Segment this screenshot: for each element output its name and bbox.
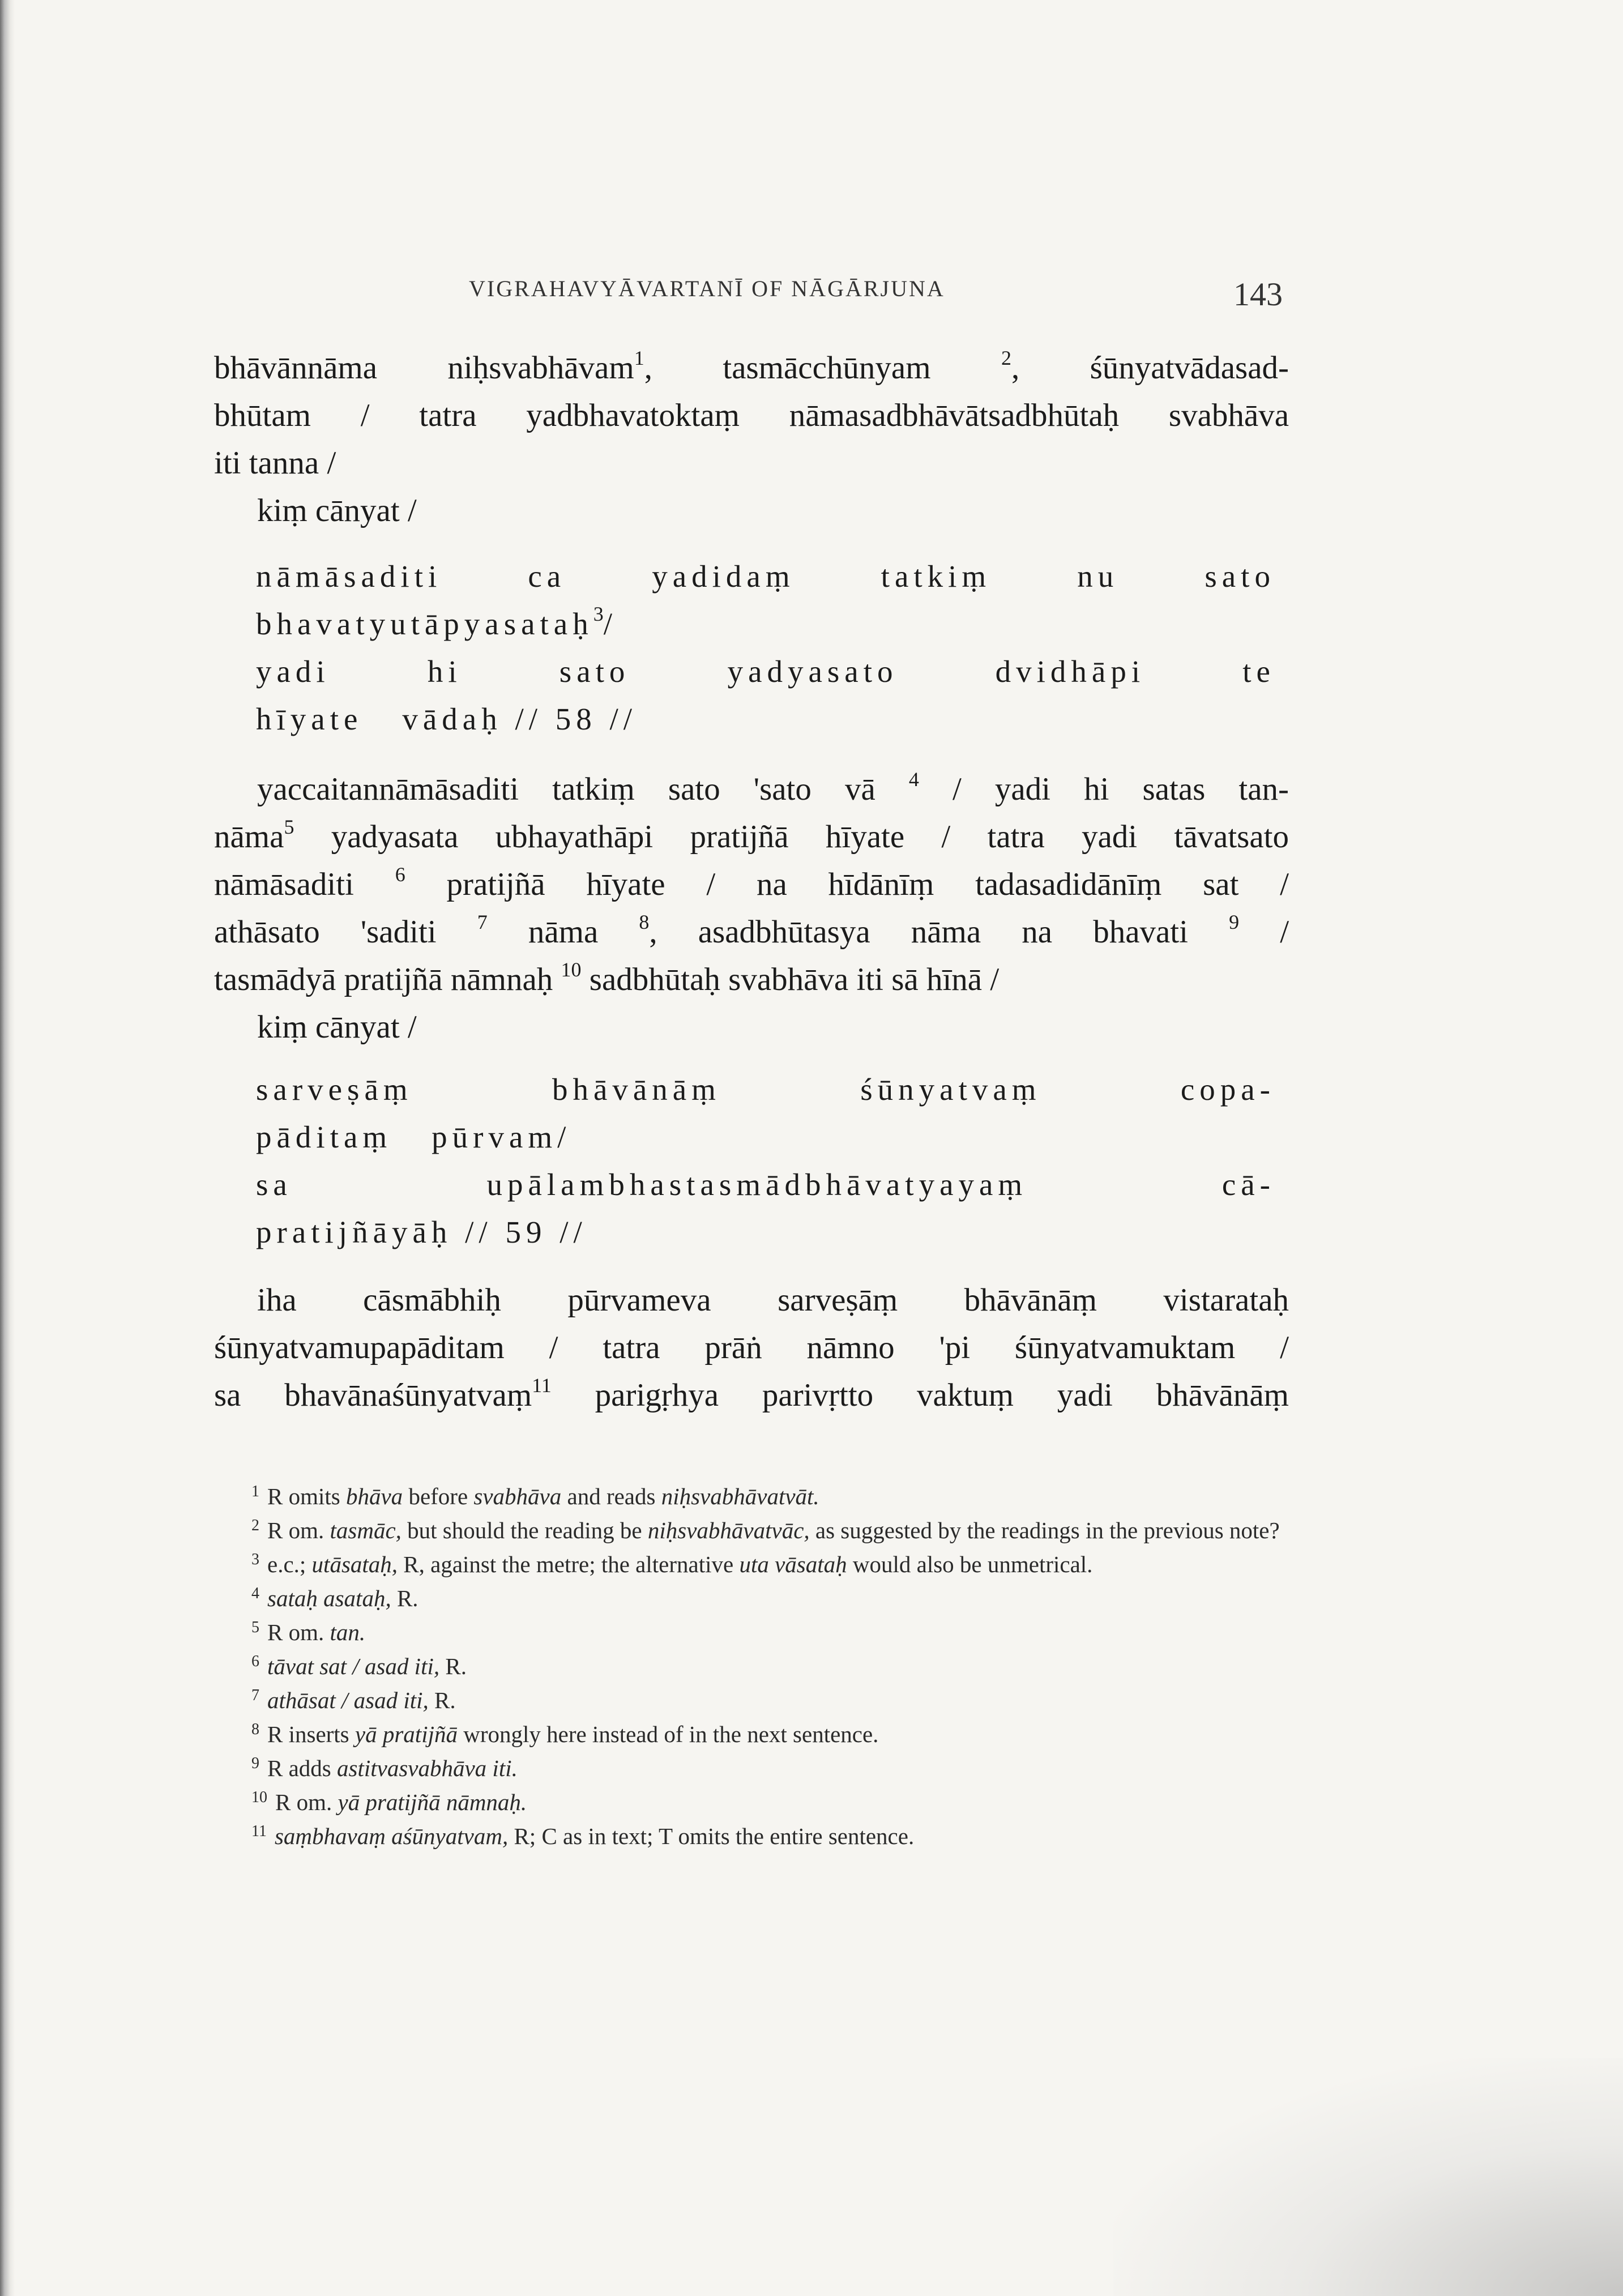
text-run: R; C as in text; T omits the entire sentence. <box>514 1823 915 1849</box>
verse-line <box>256 1113 1275 1161</box>
verse-word: sa <box>256 1167 292 1202</box>
verse-word: hīyate <box>256 702 363 736</box>
footnote-number: 4 <box>251 1585 259 1602</box>
text-line <box>214 956 1289 1004</box>
footnote-ref: 11 <box>532 1374 552 1397</box>
text-run: R omits <box>267 1483 340 1509</box>
verse-line <box>256 695 1275 743</box>
verse-word: nu <box>1077 559 1119 594</box>
verse-line <box>256 1209 1275 1256</box>
text-run: but should the reading be <box>407 1517 642 1543</box>
footnote-ref: 4 <box>908 768 919 791</box>
verse-word: hi <box>427 654 462 689</box>
text-run: R, against the metre; the alternative <box>403 1551 734 1577</box>
text-run: yaccaitannāmāsaditi tatkiṃ sato 'sato vā <box>257 771 875 807</box>
verse-word: ca <box>528 559 566 594</box>
text-run: niḥsvabhāvatvāt. <box>661 1483 819 1509</box>
text-run: yā pratijñā <box>355 1721 458 1747</box>
footnote <box>217 1513 1288 1547</box>
footnote-ref: 6 <box>395 863 405 886</box>
verse-line <box>256 600 1275 648</box>
scan-binding-edge <box>0 0 15 2296</box>
text-run: utāsataḥ, <box>311 1551 398 1577</box>
footnote-ref: 1 <box>634 347 644 369</box>
verse-word: sarveṣāṃ <box>256 1072 413 1107</box>
text-run: before <box>408 1483 468 1509</box>
verse-line <box>256 553 1275 600</box>
commentary-58-end <box>214 956 1289 1051</box>
text-run: yā pratijñā nāmnaḥ. <box>338 1789 527 1815</box>
text-run: pratijñā hīyate / na hīdānīṃ tadasadidānīṃ sat / <box>446 867 1289 902</box>
footnote <box>217 1819 1288 1853</box>
text-run: tan. <box>330 1619 366 1645</box>
text-run: bhavatyutāpyasataḥ <box>256 607 593 641</box>
verse-line <box>256 1066 1275 1113</box>
text-run: niḥsvabhāvatvāc, <box>647 1517 810 1543</box>
footnote <box>217 1547 1288 1581</box>
verse-word: cā- <box>1221 1167 1275 1202</box>
text-run: yadyasata ubhayathāpi pratijñā hīyate / tatra yadi tāvatsato <box>331 819 1289 855</box>
footnote-number: 8 <box>251 1721 259 1738</box>
footnote-number: 5 <box>251 1619 259 1636</box>
text-run: svabhāva <box>473 1483 562 1509</box>
footnote-number: 10 <box>251 1789 267 1806</box>
footnote-ref: 8 <box>639 911 650 933</box>
text-line <box>214 908 1289 956</box>
text-line: kiṃ cānyat / <box>257 493 417 528</box>
text-run: , śūnyatvādasad- <box>1011 350 1289 386</box>
text-run: R. <box>445 1653 467 1679</box>
text-run: e.c.; <box>267 1551 306 1577</box>
footnote-number: 1 <box>251 1483 259 1500</box>
verse-line <box>256 1161 1275 1209</box>
text-run: R om. <box>267 1517 324 1543</box>
footnote <box>217 1683 1288 1717</box>
text-run: athāsat / asad iti, <box>267 1687 429 1713</box>
footnote <box>217 1751 1288 1785</box>
footnote-ref: 9 <box>1229 911 1240 933</box>
footnote <box>217 1649 1288 1683</box>
footnote-ref: 10 <box>561 958 582 981</box>
text-line <box>214 861 1289 908</box>
text-run: sadbhūtaḥ svabhāva iti sā hīnā / <box>589 962 1000 997</box>
text-run: R adds <box>267 1755 331 1781</box>
footnote-ref: 3 <box>593 603 604 625</box>
text-run: nāmāsaditi <box>214 867 354 902</box>
text-run: tāvat sat / asad iti, <box>267 1653 440 1679</box>
text-run: / <box>603 607 617 641</box>
text-run: / yadi hi satas tan- <box>952 771 1289 807</box>
text-run: R inserts <box>267 1721 349 1747</box>
text-run: , asadbhūtasya nāma na bhavati <box>649 914 1188 950</box>
text-run: R om. <box>267 1619 324 1645</box>
scan-speckle <box>1113 2058 1623 2296</box>
verse-word: te <box>1242 654 1275 689</box>
footnote-number: 9 <box>251 1755 259 1772</box>
verse-word: yadyasato <box>727 654 898 689</box>
verse-word: bhāvānāṃ <box>552 1072 721 1107</box>
text-run: uta vāsataḥ <box>739 1551 847 1577</box>
text-run: astitvasvabhāva iti. <box>337 1755 518 1781</box>
footnote-ref: 5 <box>284 816 294 838</box>
text-run: nāma <box>214 819 284 855</box>
text-line <box>214 344 1289 392</box>
text-line: iha cāsmābhiḥ pūrvameva sarveṣāṃ bhāvānāṃ vistarataḥ <box>257 1282 1289 1318</box>
text-line <box>214 1372 1289 1419</box>
text-run: as suggested by the readings in the previous note? <box>815 1517 1280 1543</box>
text-run: , tasmācchūnyam <box>644 350 931 386</box>
verse-word: sato <box>1205 559 1275 594</box>
text-run: R. <box>434 1687 456 1713</box>
text-run: athāsato 'saditi <box>214 914 437 950</box>
text-run: / <box>1280 914 1289 950</box>
footnote-number: 7 <box>251 1687 259 1704</box>
text-line <box>214 766 1289 813</box>
footnote-number: 3 <box>251 1551 259 1568</box>
footnote-number: 2 <box>251 1517 259 1534</box>
verse-word: dvidhāpi <box>995 654 1146 689</box>
footnote-ref: 7 <box>477 911 488 933</box>
verse-word: yadidaṃ <box>652 559 795 594</box>
verse-line <box>256 648 1275 695</box>
footnote <box>217 1615 1288 1649</box>
verse-word: pūrvam/ <box>432 1120 571 1154</box>
commentary-58 <box>214 766 1289 956</box>
text-line: kiṃ cānyat / <box>257 1009 417 1045</box>
text-run: nāma <box>528 914 599 950</box>
footnote-ref: 2 <box>1001 347 1011 369</box>
footnote <box>217 1785 1288 1819</box>
footnote <box>217 1479 1288 1513</box>
text-run: R. <box>396 1585 418 1611</box>
text-run: R om. <box>275 1789 332 1815</box>
verse-word: pratijñāyāḥ // 59 // <box>256 1215 587 1249</box>
verse-word: sato <box>559 654 630 689</box>
page-number: 143 <box>1233 276 1283 313</box>
footnote <box>217 1581 1288 1615</box>
verse-58 <box>256 553 1275 743</box>
text-line: bhūtam / tatra yadbhavatoktaṃ nāmasadbhāvātsadbhūtaḥ svabhāva <box>214 398 1289 433</box>
text-line <box>214 813 1289 861</box>
verse-word: tatkiṃ <box>881 559 992 594</box>
text-run: sa bhavānaśūnyatvaṃ <box>214 1377 532 1413</box>
text-run: tasmāc, <box>330 1517 402 1543</box>
text-line: śūnyatvamupapāditam / tatra prāṅ nāmno 'pi śūnyatvamuktam / <box>214 1330 1289 1365</box>
text-run: tasmādyā pratijñā nāmnaḥ <box>214 962 553 997</box>
text-run: bhāvānnāma niḥsvabhāvam <box>214 350 634 386</box>
verse-word: yadi <box>256 654 330 689</box>
verse-word: nāmāsaditi <box>256 559 442 594</box>
text-line: iti tanna / <box>214 445 336 481</box>
verse-word: vādaḥ // 58 // <box>402 702 638 736</box>
verse-word: śūnyatvaṃ <box>860 1072 1041 1107</box>
footnote <box>217 1717 1288 1751</box>
paragraph-opening-end <box>214 439 1289 535</box>
text-run: and reads <box>567 1483 656 1509</box>
text-run: wrongly here instead of in the next sentence. <box>463 1721 879 1747</box>
paragraph-opening <box>214 344 1289 439</box>
footnote-number: 6 <box>251 1653 259 1670</box>
text-run: would also be unmetrical. <box>852 1551 1093 1577</box>
verse-word: upālambhastasmādbhāvatyayaṃ <box>486 1167 1028 1202</box>
verse-word <box>256 600 617 648</box>
text-run: saṃbhavaṃ aśūnyatvam, <box>274 1823 509 1849</box>
verse-word: copa- <box>1180 1072 1275 1107</box>
text-run: sataḥ asataḥ, <box>267 1585 391 1611</box>
text-run: parigṛhya parivṛtto vaktuṃ yadi bhāvānāṃ <box>595 1377 1289 1413</box>
text-run: bhāva <box>345 1483 403 1509</box>
verse-word: pāditaṃ <box>256 1120 392 1154</box>
running-title: VIGRAHAVYĀVARTANĪ OF NĀGĀRJUNA <box>469 276 945 301</box>
footnote-number: 11 <box>251 1823 267 1840</box>
footnotes <box>217 1479 1288 1853</box>
commentary-59 <box>214 1277 1289 1419</box>
verse-59 <box>256 1066 1275 1256</box>
